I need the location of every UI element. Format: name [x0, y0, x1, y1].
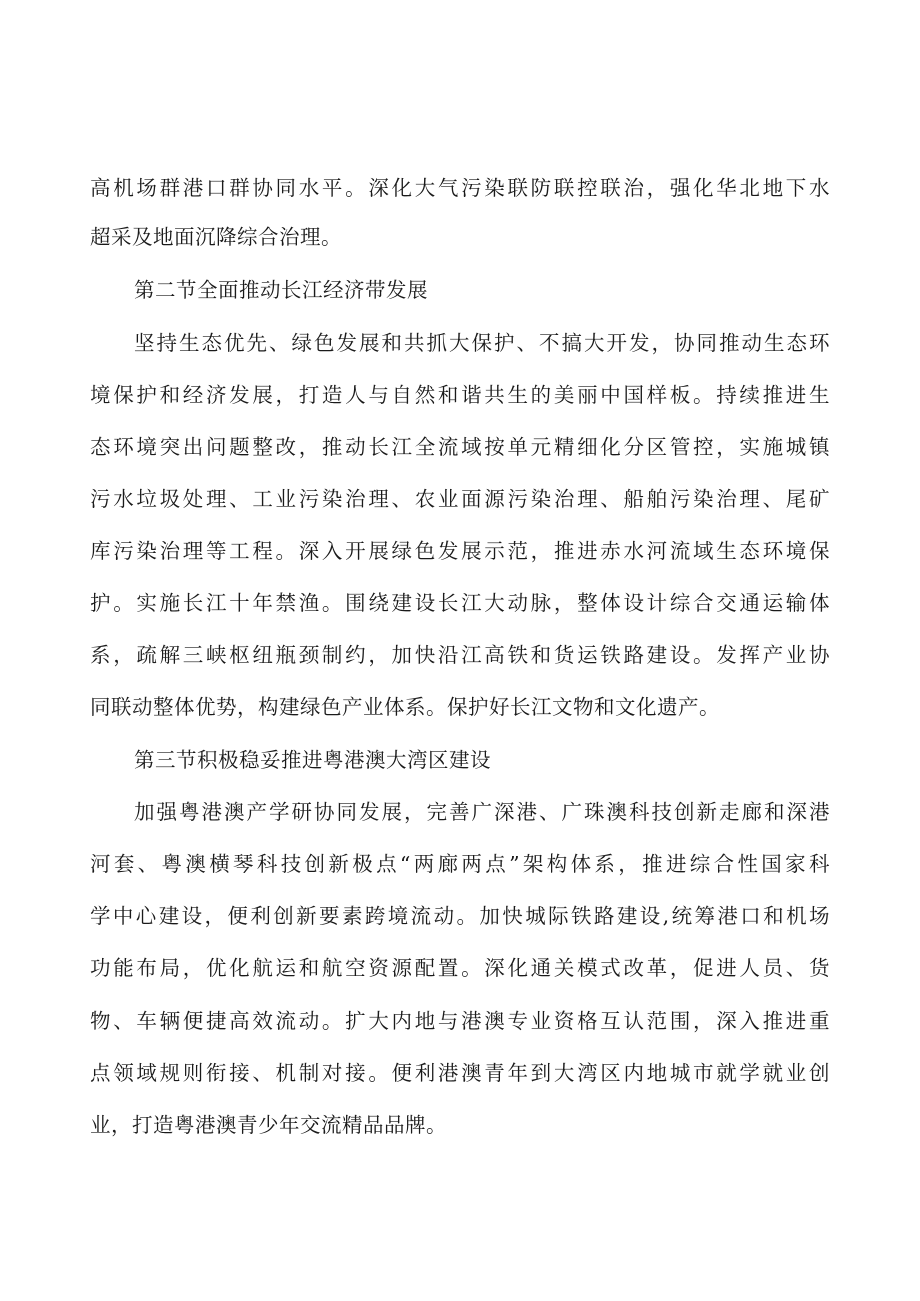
paragraph-line: 境保护和经济发展，打造人与自然和谐共生的美丽中国样板。持续推进生: [90, 383, 830, 407]
paragraph-line: 高机场群港口群协同水平。深化大气污染联防联控联治，强化华北地下水: [90, 176, 830, 200]
paragraph-line: 同联动整体优势，构建绿色产业体系。保护好长江文物和文化遗产。: [90, 695, 720, 719]
paragraph-line: 物、车辆便捷高效流动。扩大内地与港澳专业资格互认范围，深入推进重: [90, 1009, 830, 1033]
paragraph-line: 河套、粤澳横琴科技创新极点“两廊两点”架构体系，推进综合性国家科: [90, 852, 830, 876]
section-heading: 第二节全面推动长江经济带发展: [134, 278, 428, 302]
paragraph-line: 库污染治理等工程。深入开展绿色发展示范，推进赤水河流域生态环境保: [90, 539, 830, 563]
paragraph-line: 态环境突出问题整改，推动长江全流域按单元精细化分区管控，实施城镇: [90, 435, 830, 459]
paragraph-line: 坚持生态优先、绿色发展和共抓大保护、不搞大开发，协同推动生态环: [134, 331, 830, 355]
section-heading: 第三节积极稳妥推进粤港澳大湾区建设: [134, 748, 491, 772]
paragraph-line: 系，疏解三峡枢纽瓶颈制约，加快沿江高铁和货运铁路建设。发挥产业协: [90, 643, 830, 667]
paragraph-line: 加强粤港澳产学研协同发展，完善广深港、广珠澳科技创新走廊和深港: [134, 800, 830, 824]
paragraph-line: 超采及地面沉降综合治理。: [90, 225, 342, 249]
paragraph-line: 点领域规则衔接、机制对接。便利港澳青年到大湾区内地城市就学就业创: [90, 1061, 830, 1085]
paragraph-line: 污水垃圾处理、工业污染治理、农业面源污染治理、船舶污染治理、尾矿: [90, 487, 830, 511]
paragraph-line: 学中心建设，便利创新要素跨境流动。加快城际铁路建设,统筹港口和机场: [90, 904, 830, 928]
paragraph-line: 功能布局，优化航运和航空资源配置。深化通关模式改革，促进人员、货: [90, 956, 830, 980]
paragraph-line: 护。实施长江十年禁渔。围绕建设长江大动脉，整体设计综合交通运输体: [90, 591, 830, 615]
paragraph-line: 业，打造粤港澳青少年交流精品品牌。: [90, 1113, 447, 1137]
